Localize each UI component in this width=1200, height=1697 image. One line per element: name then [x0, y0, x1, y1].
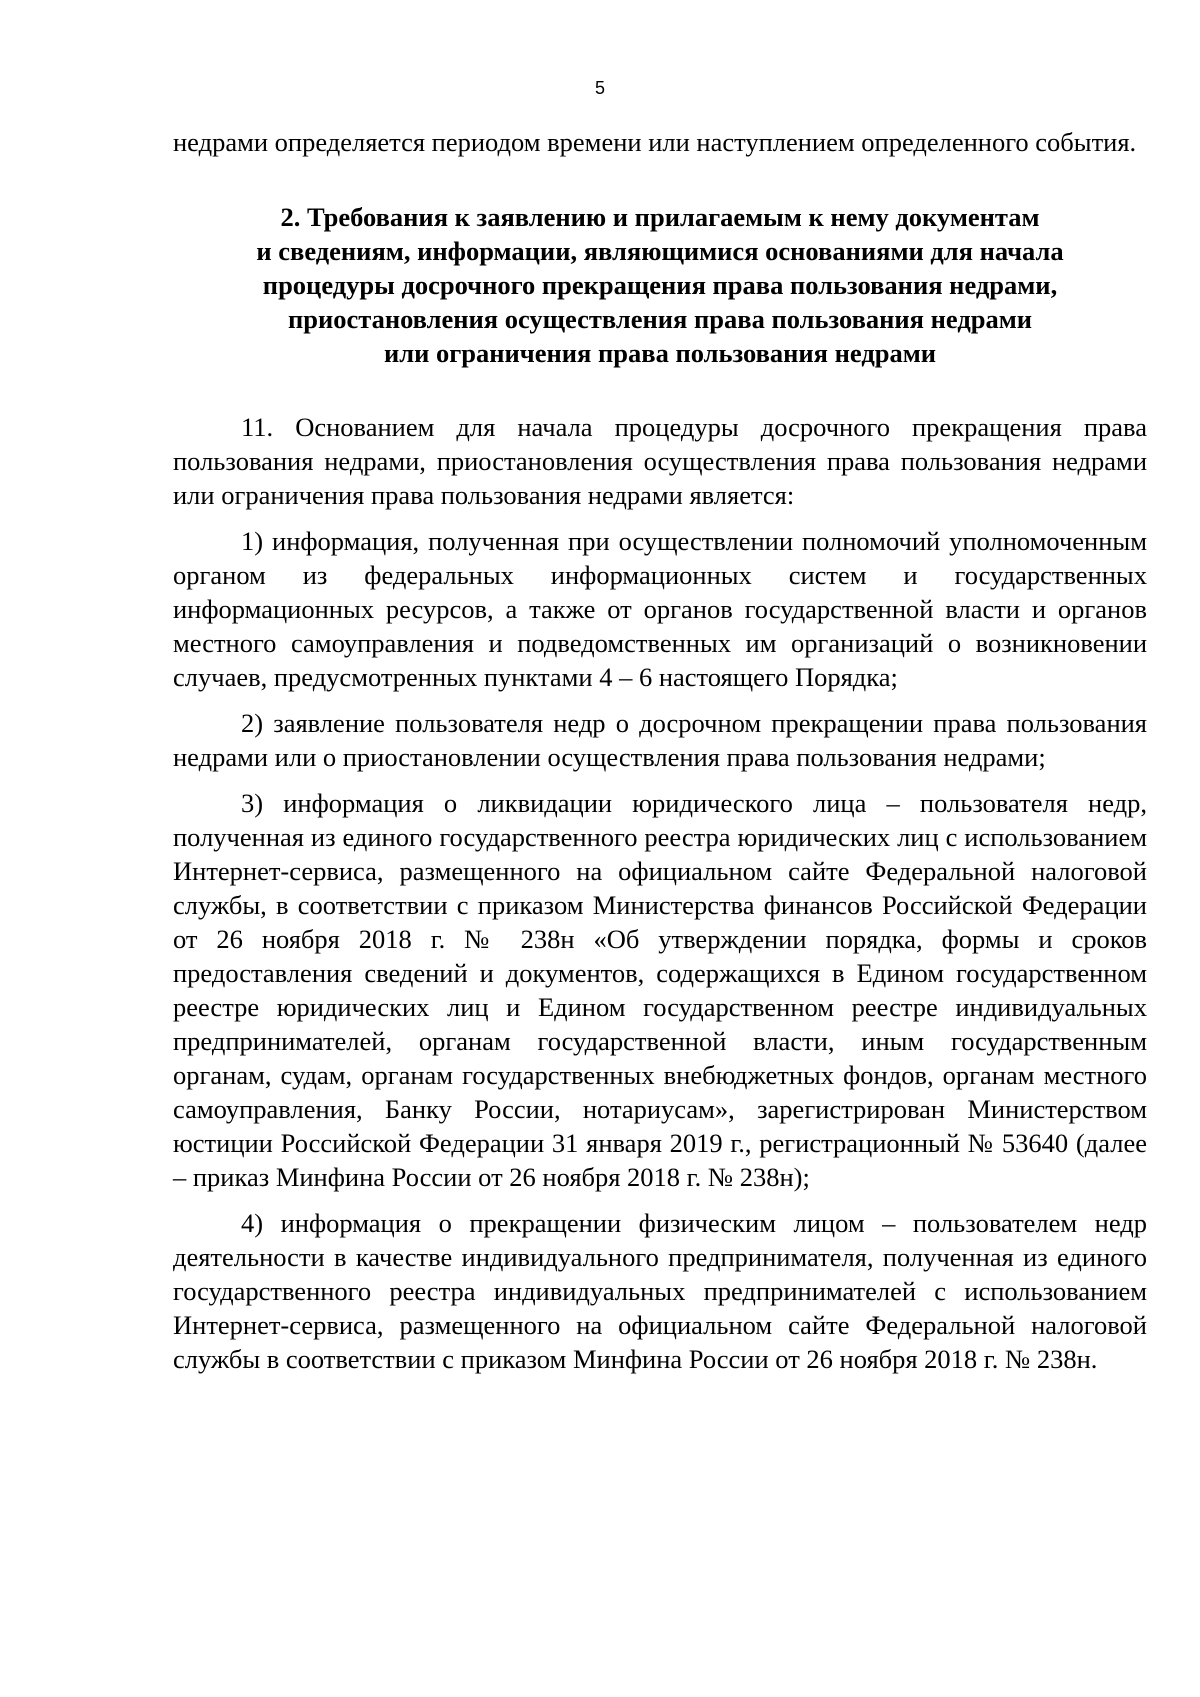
paragraph-item-3: 3) информация о ликвидации юридического лица – пользователя недр, полученная из единого государственного реестра юридических лиц с использованием Интернет-сервиса, размещенного на официальном сайте Федеральной налоговой службы, в соответствии с приказом Министерства финансов Российской Федерации от 26 ноября 2018 г. № 238н «Об утверждении порядка, формы и сроков предоставления сведений и документов, содержащихся в Едином государственном реестре юридических лиц и Едином государственном реестре индивидуальных предпринимателей, органам государственной власти, иным государственным органам, судам, органам государственных внебюджетных фондов, органам местного самоуправления, Банку России, нотариусам», зарегистрирован Министерством юстиции Российской Федерации 31 января 2019 г., регистрационный № 53640 (далее – приказ Минфина России от 26 ноября 2018 г. № 238н);: [173, 788, 1147, 1192]
page-content: [173, 125, 1147, 1388]
paragraph-item-4: 4) информация о прекращении физическим лицом – пользователем недр деятельности в качестве индивидуального предпринимателя, полученная из единого государственного реестра индивидуальных предпринимателей с использованием Интернет-сервиса, размещенного на официальном сайте Федеральной налоговой службы в соответствии с приказом Минфина России от 26 ноября 2018 г. № 238н.: [173, 1208, 1147, 1374]
section-heading: [173, 200, 1147, 370]
section-heading-line: 2. Требования к заявлению и прилагаемым к нему документам: [280, 202, 1040, 232]
section-heading-line: процедуры досрочного прекращения права пользования недрами,: [262, 270, 1058, 300]
section-heading-line: или ограничения права пользования недрами: [383, 338, 937, 368]
paragraph-item-1: 1) информация, полученная при осуществлении полномочий уполномоченным органом из федеральных информационных систем и государственных информационных ресурсов, а также от органов государственной власти и органов местного самоуправления и подведомственных им организаций о возникновении случаев, предусмотренных пунктами 4 – 6 настоящего Порядка;: [173, 526, 1147, 692]
paragraph-item-2: 2) заявление пользователя недр о досрочном прекращении права пользования недрами или о приостановлении осуществления права пользования недрами;: [173, 708, 1147, 772]
page-number: 5: [594, 78, 605, 98]
paragraph-clause-11: 11. Основанием для начала процедуры досрочного прекращения права пользования недрами, приостановления осуществления права пользования недрами или ограничения права пользования недрами является:: [173, 412, 1147, 510]
section-heading-line: и сведениям, информации, являющимися основаниями для начала: [256, 236, 1064, 266]
section-heading-line: приостановления осуществления права пользования недрами: [287, 304, 1033, 334]
lead-continuation-text: недрами определяется периодом времени или наступлением определенного события.: [173, 127, 1137, 157]
